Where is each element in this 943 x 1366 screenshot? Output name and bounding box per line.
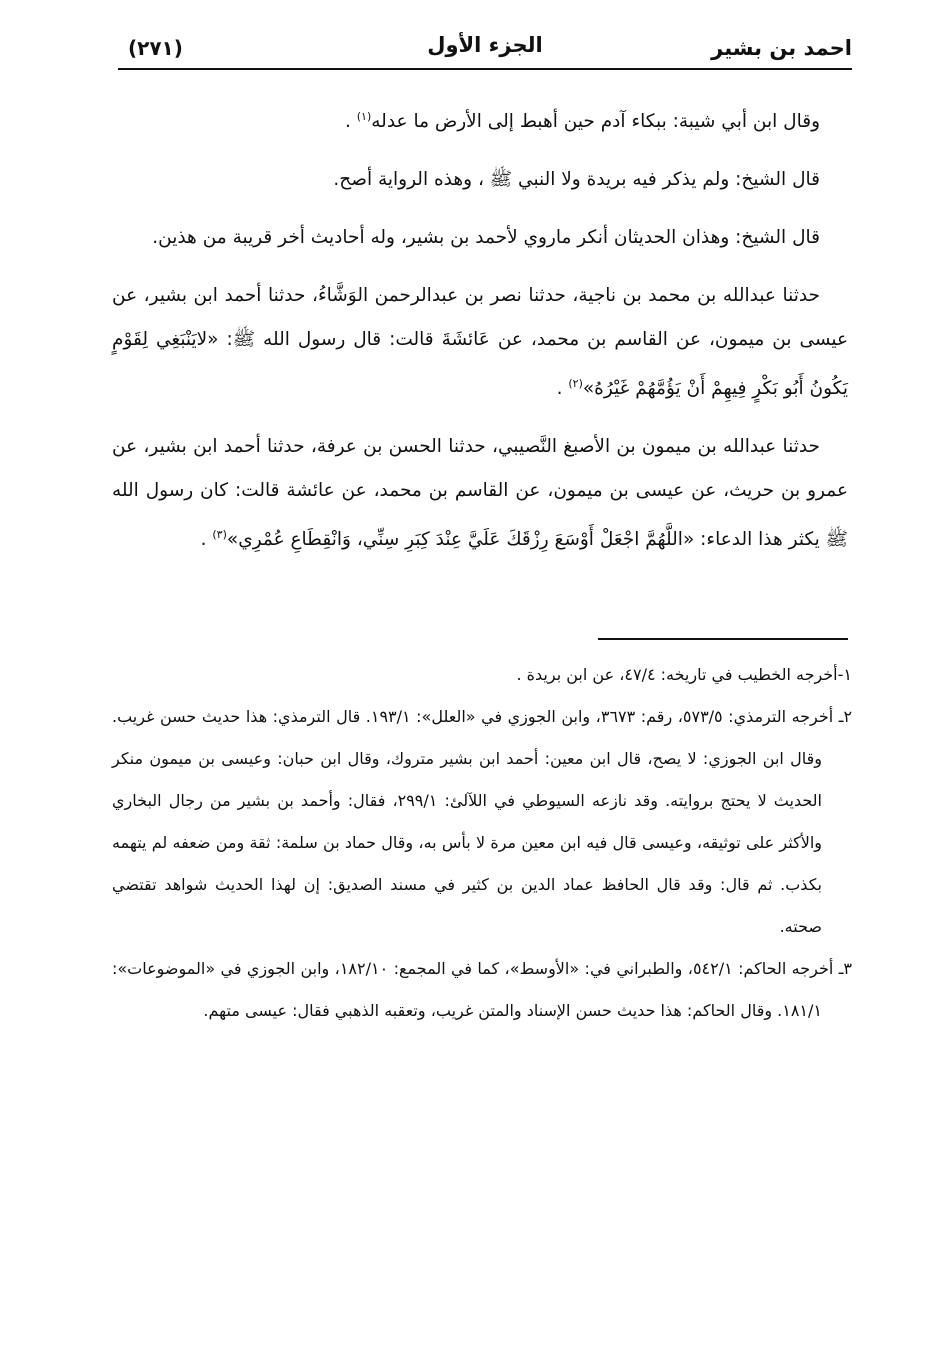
paragraph-text: حدثنا عبدالله بن محمد بن ناجية، حدثنا نصر بن عبدالرحمن الوَشَّاءُ، حدثنا أحمد ابن بشير، عن عيسى بن ميمون، عن القاسم بن محمد، عن عَائشَةَ قالت: قال رسول الله ﷺ: «لايَنْبَغِي لِقَوْمٍ يَكُونُ أَبُو بَكْرٍ فِيهِمْ أَنْ يَؤُمَّهُمْ غَيْرُهُ» bbox=[112, 285, 848, 400]
footnote-separator bbox=[598, 638, 848, 640]
footnote-reference: (٢) bbox=[568, 377, 583, 391]
paragraph-text: وقال ابن أبي شيبة: ببكاء آدم حين أهبط إلى الأرض ما عدله bbox=[371, 111, 820, 133]
page-number: (٢٧١) bbox=[128, 36, 183, 60]
footnotes bbox=[112, 654, 852, 1032]
paragraph-text: قال الشيخ: ولم يذكر فيه بريدة ولا النبي ﷺ ، وهذه الرواية أصح. bbox=[333, 169, 820, 191]
paragraph bbox=[112, 158, 848, 202]
footnote-reference: (١) bbox=[356, 110, 372, 123]
footnote: ١-أخرجه الخطيب في تاريخه: ٤٧/٤، عن ابن بريدة . bbox=[516, 665, 852, 684]
footnote: ٢ـ أخرجه الترمذي: ٥٧٣/٥، رقم: ٣٦٧٣، وابن الجوزي في «العلل»: ١٩٣/١. قال الترمذي: هذا حديث حسن غريب. وقال ابن الجوزي: لا يصح، قال ابن معين: أحمد ابن بشير متروك، وقال ابن حبان: وعيسى بن ميمون منكر الحديث لا يحتج بروايته. وقد نازعه السيوطي في اللآلئ: ٢٩٩/١، فقال: وأحمد بن بشير من رجال البخاري والأكثر على توثيقه، وعيسى قال فيه ابن معين مرة لا بأس به، وقال حماد بن سلمة: ثقة ومن ضعفه لم يتهمه بكذب. ثم قال: وقد قال الحافظ عماد الدين بن كثير في مسند الصديق: إن لهذا الحديث شواهد تقتضي صحته. bbox=[112, 707, 853, 936]
main-text bbox=[112, 95, 848, 576]
paragraph bbox=[112, 95, 848, 144]
paragraph bbox=[112, 274, 848, 411]
footnote: ٣ـ أخرجه الحاكم: ٥٤٢/١، والطبراني في: «الأوسط»، كما في المجمع: ١٨٢/١٠، وابن الجوزي في «الموضوعات»: ١٨١/١. وقال الحاكم: هذا حديث حسن الإسناد والمتن غريب، وتعقبه الذهبي فقال: عيسى متهم. bbox=[112, 959, 852, 1020]
footnote-reference: (٣) bbox=[212, 528, 227, 542]
paragraph-tail: . bbox=[200, 529, 213, 551]
running-header bbox=[118, 28, 852, 70]
header-part-title: الجزء الأول bbox=[427, 33, 543, 57]
paragraph-tail: . bbox=[556, 378, 569, 400]
paragraph-tail: . bbox=[344, 111, 357, 133]
paragraph bbox=[112, 216, 848, 260]
header-author: احمد بن بشير bbox=[711, 36, 852, 60]
paragraph-text: حدثنا عبدالله بن ميمون بن الأصبغ النَّصيبي، حدثنا الحسن بن عرفة، حدثنا أحمد ابن بشير، عن عمرو بن حريث، عن عيسى بن ميمون، عن القاسم بن محمد، عن عائشة قالت: كان رسول الله ﷺ يكثر هذا الدعاء: «اللَّهُمَّ اجْعَلْ أَوْسَعَ رِزْقَكَ عَلَيَّ عِنْدَ كِبَرِ سِنِّي، وَانْقِطَاعِ عُمْرِي» bbox=[112, 436, 848, 551]
paragraph bbox=[112, 425, 848, 562]
paragraph-text: قال الشيخ: وهذان الحديثان أنكر ماروي لأحمد بن بشير، وله أحاديث أخر قريبة من هذين. bbox=[152, 227, 820, 249]
